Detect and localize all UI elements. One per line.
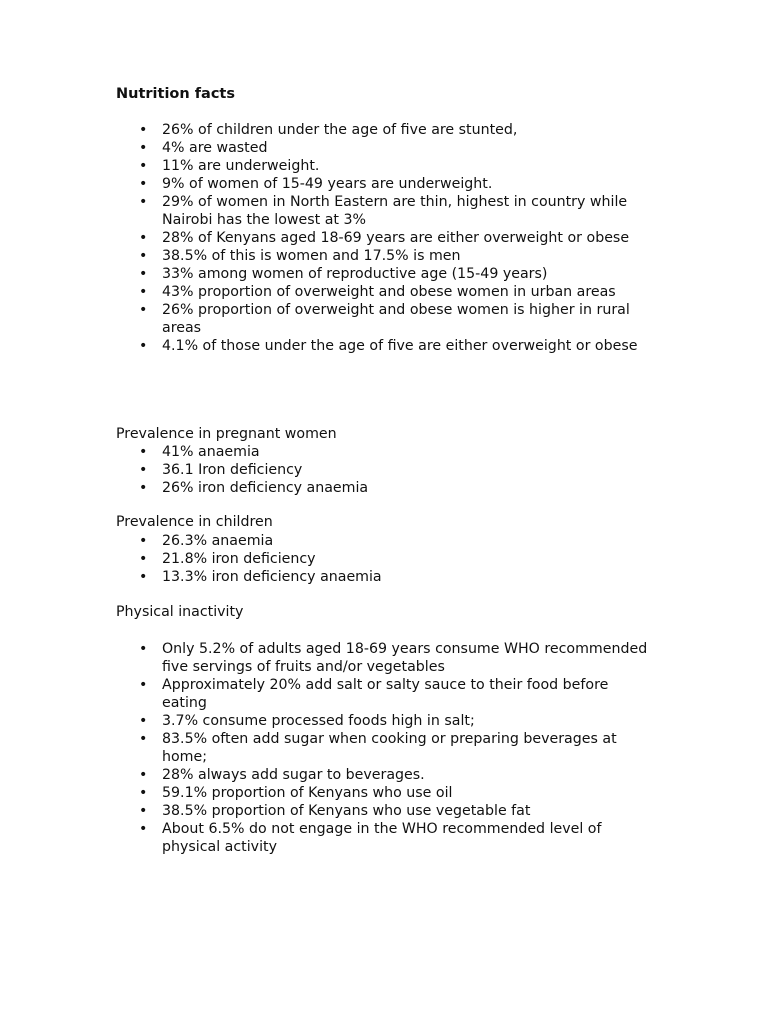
children-list	[0, 532, 768, 586]
list-item: • 36.1 Iron deficiency	[0, 461, 652, 479]
pregnant-women-list	[0, 443, 768, 497]
list-item: • 38.5% proportion of Kenyans who use vegetable fat	[0, 802, 652, 820]
list-item: • 29% of women in North Eastern are thin, highest in country while Nairobi has the lowest at 3%	[0, 193, 652, 229]
list-item: • 43% proportion of overweight and obese women in urban areas	[0, 283, 652, 301]
physical-inactivity-list	[0, 640, 768, 856]
list-item: • 4.1% of those under the age of five are either overweight or obese	[0, 337, 652, 355]
list-item: • 26% proportion of overweight and obese women is higher in rural areas	[0, 301, 652, 337]
page-title: Nutrition facts	[116, 86, 235, 102]
list-item: • 33% among women of reproductive age (15-49 years)	[0, 265, 652, 283]
list-item: • 9% of women of 15-49 years are underweight.	[0, 175, 652, 193]
list-item: • 21.8% iron deficiency	[0, 550, 652, 568]
list-item: • 28% always add sugar to beverages.	[0, 766, 652, 784]
children-heading: Prevalence in children	[116, 514, 273, 530]
list-item: • About 6.5% do not engage in the WHO recommended level of physical activity	[0, 820, 652, 856]
list-item: • 28% of Kenyans aged 18-69 years are either overweight or obese	[0, 229, 652, 247]
list-item: • 83.5% often add sugar when cooking or preparing beverages at home;	[0, 730, 652, 766]
list-item: • 59.1% proportion of Kenyans who use oil	[0, 784, 652, 802]
physical-inactivity-heading: Physical inactivity	[116, 604, 244, 620]
list-item: • 26.3% anaemia	[0, 532, 652, 550]
pregnant-women-heading: Prevalence in pregnant women	[116, 426, 337, 442]
list-item: • 3.7% consume processed foods high in salt;	[0, 712, 652, 730]
list-item: • 11% are underweight.	[0, 157, 652, 175]
list-item: • 26% of children under the age of five are stunted,	[0, 121, 652, 139]
list-item: • 41% anaemia	[0, 443, 652, 461]
list-item: • Only 5.2% of adults aged 18-69 years consume WHO recommended five servings of fruits and/or vegetables	[0, 640, 652, 676]
list-item: • 38.5% of this is women and 17.5% is men	[0, 247, 652, 265]
list-item: • Approximately 20% add salt or salty sauce to their food before eating	[0, 676, 652, 712]
list-item: • 13.3% iron deficiency anaemia	[0, 568, 652, 586]
nutrition-facts-list	[0, 121, 768, 355]
list-item: • 4% are wasted	[0, 139, 652, 157]
list-item: • 26% iron deficiency anaemia	[0, 479, 652, 497]
